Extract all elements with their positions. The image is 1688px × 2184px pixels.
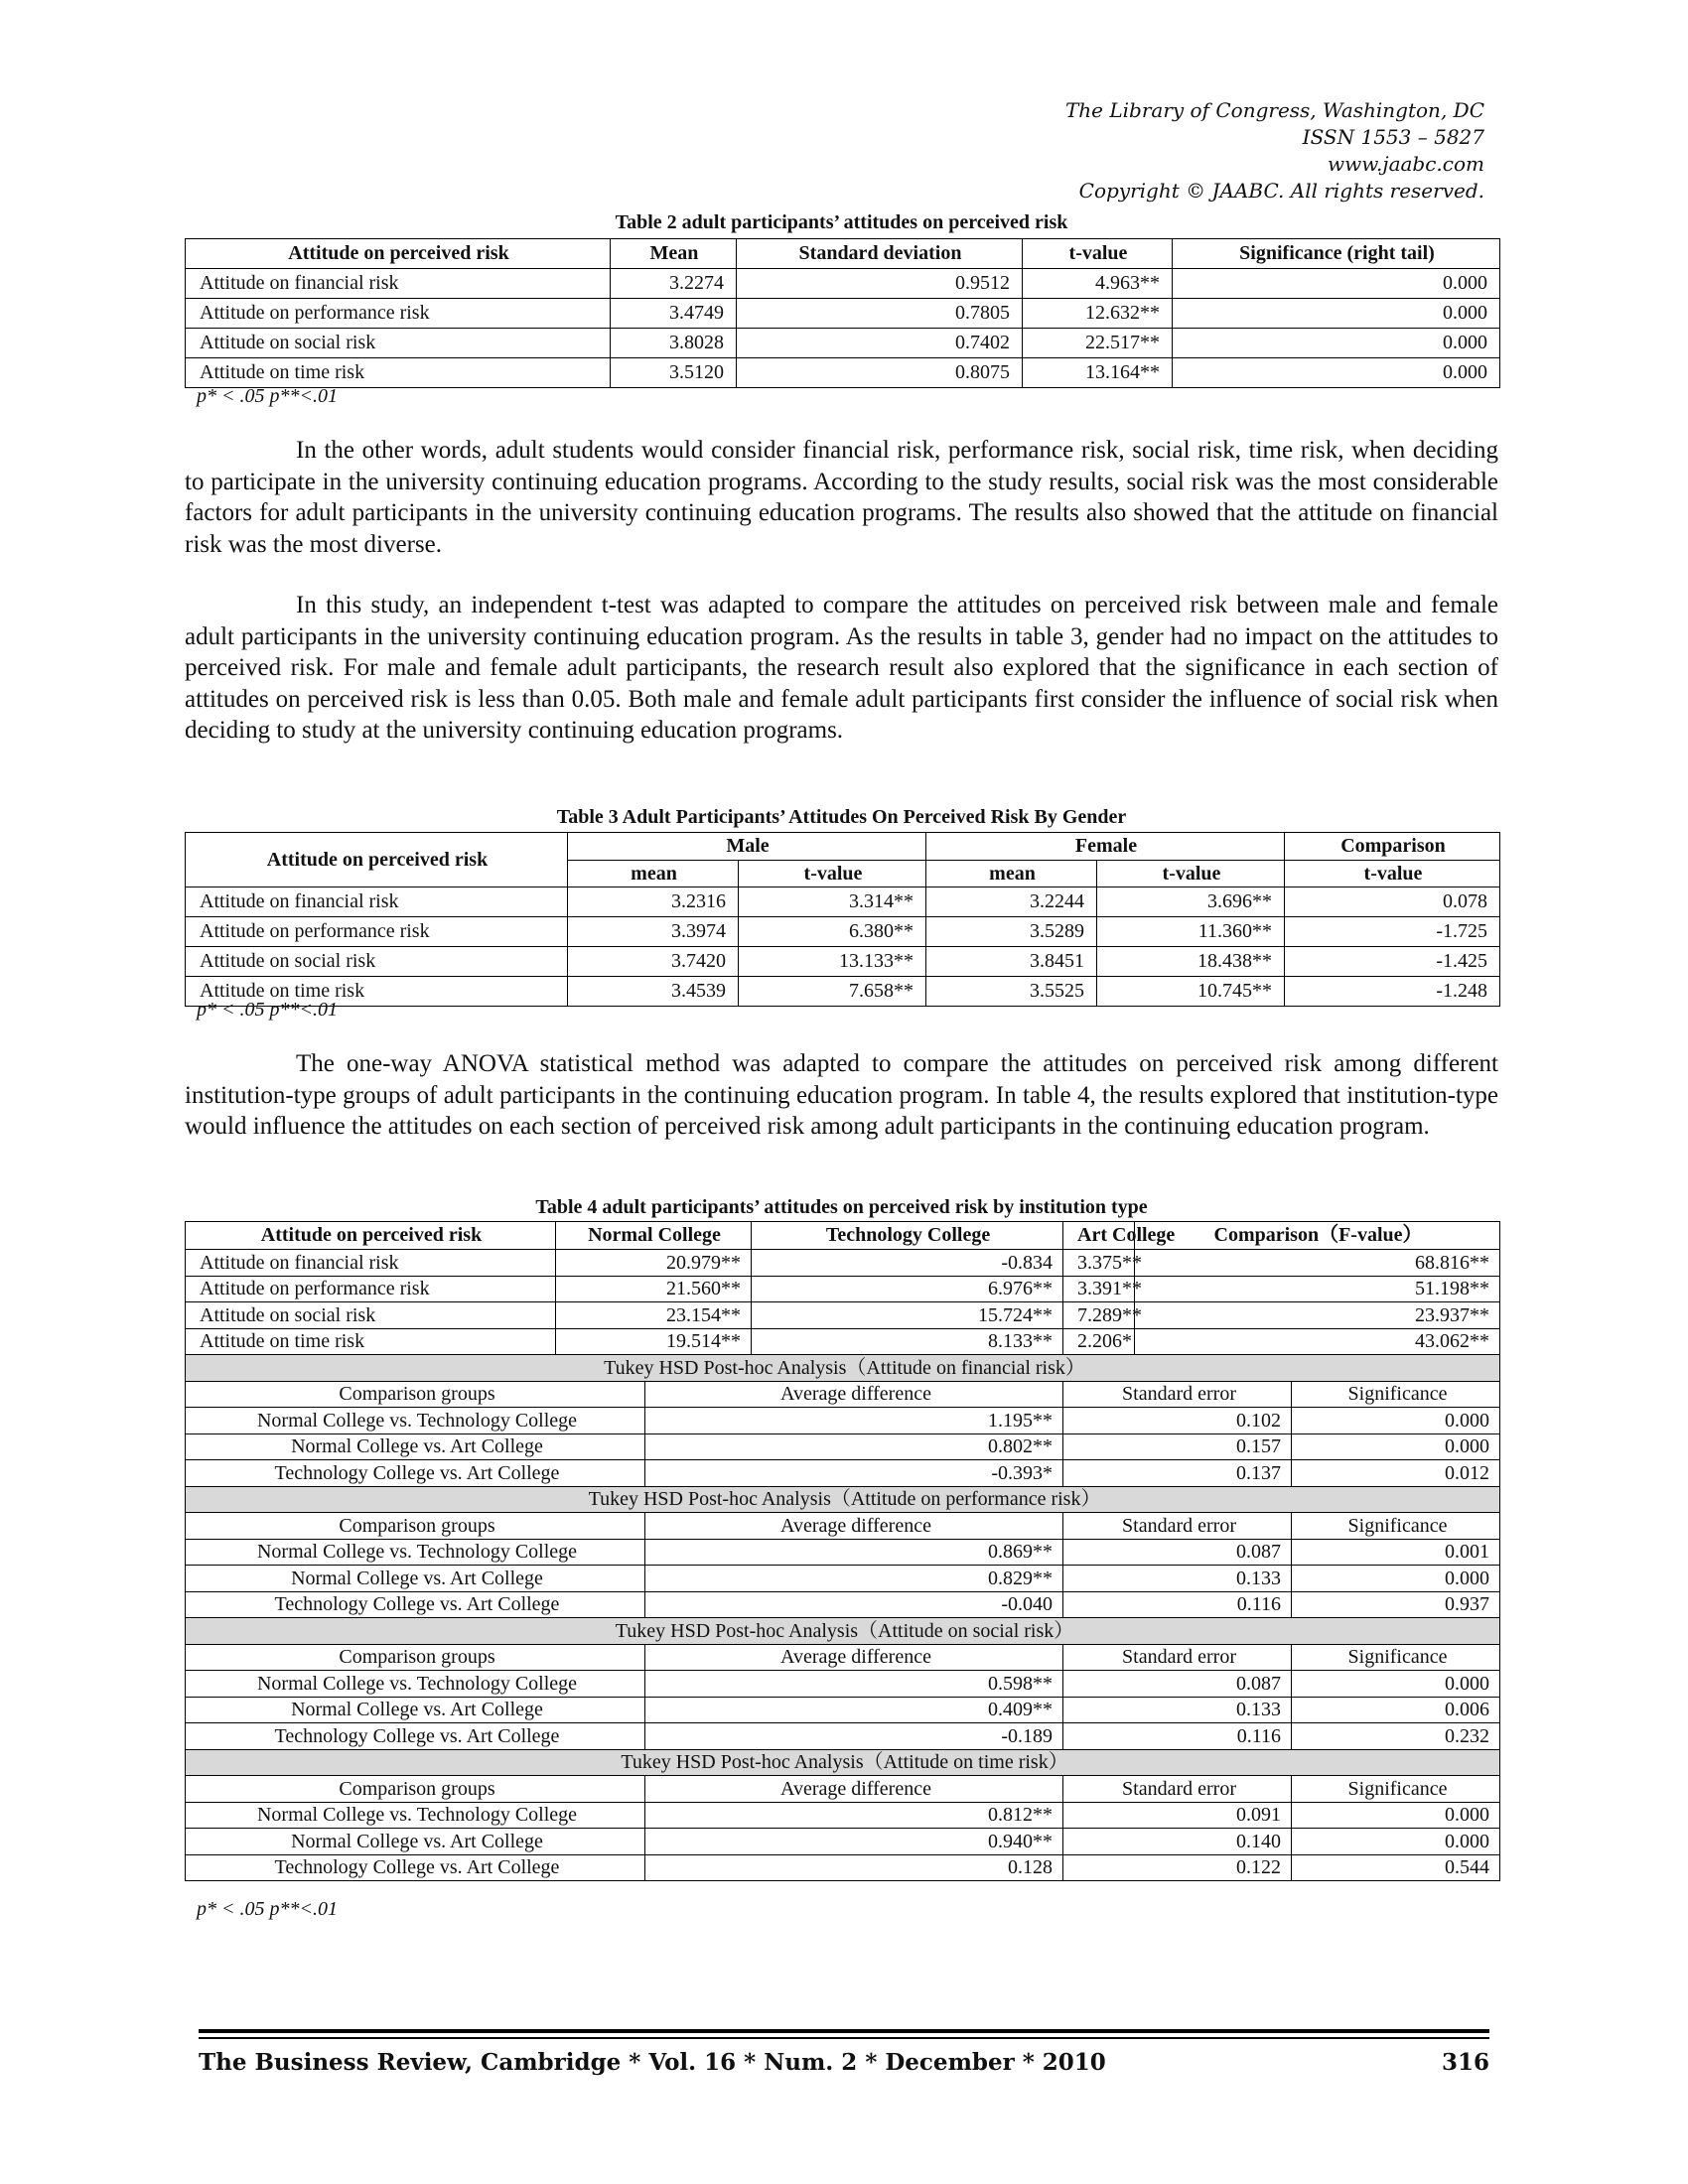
- posthoc-header-cell: Significance: [1292, 1381, 1500, 1408]
- table-cell: 0.000: [1292, 1433, 1500, 1460]
- table-row: [186, 1460, 1500, 1487]
- comparison-group-label: Technology College vs. Art College: [186, 1591, 645, 1618]
- comparison-group-label: Normal College vs. Art College: [186, 1829, 645, 1855]
- table-cell: 3.4539: [568, 977, 739, 1007]
- table4-header-row: [186, 1222, 1500, 1250]
- table-cell: 0.829**: [645, 1566, 1063, 1592]
- row-label: Attitude on social risk: [186, 329, 611, 358]
- table2-caption: Table 2 adult participants’ attitudes on perceived risk: [615, 211, 1068, 233]
- posthoc-header-cell: Comparison groups: [186, 1513, 645, 1540]
- table-cell: 23.937**: [1135, 1302, 1500, 1329]
- table-cell: 6.380**: [739, 917, 926, 947]
- comparison-group-label: Normal College vs. Technology College: [186, 1671, 645, 1698]
- posthoc-header-cell: Average difference: [645, 1644, 1063, 1671]
- table-cell: 4.963**: [1023, 269, 1173, 299]
- table4-header-cell: Normal College: [556, 1222, 752, 1250]
- comparison-group-label: Normal College vs. Technology College: [186, 1802, 645, 1829]
- footer-journal-info: The Business Review, Cambridge * Vol. 16 * Num. 2 * December * 2010: [199, 2049, 1106, 2076]
- table-cell: 0.000: [1292, 1408, 1500, 1434]
- table-row: [186, 1671, 1500, 1698]
- row-label: Attitude on performance risk: [186, 299, 611, 329]
- table3-subheader-male-tvalue: t-value: [739, 860, 926, 887]
- table-cell: 13.164**: [1023, 358, 1173, 388]
- table2-header-cell: Standard deviation: [737, 239, 1023, 269]
- table-row: [186, 1591, 1500, 1618]
- comparison-group-label: Normal College vs. Art College: [186, 1697, 645, 1723]
- table-row: [186, 1433, 1500, 1460]
- table-row: [186, 887, 1500, 917]
- table3-subheader-female-mean: mean: [926, 860, 1097, 887]
- table-cell: 0.001: [1292, 1539, 1500, 1566]
- row-label: Attitude on time risk: [186, 1328, 556, 1355]
- table-cell: 0.133: [1063, 1697, 1292, 1723]
- table-cell: 0.812**: [645, 1802, 1063, 1829]
- posthoc-section-title-row: [186, 1486, 1500, 1513]
- table-row: [186, 1408, 1500, 1434]
- table-cell: 22.517**: [1023, 329, 1173, 358]
- table-cell: 3.8028: [611, 329, 737, 358]
- table3-caption: Table 3 Adult Participants’ Attitudes On Perceived Risk By Gender: [556, 806, 1127, 828]
- comparison-group-label: Technology College vs. Art College: [186, 1854, 645, 1881]
- posthoc-header-cell: Average difference: [645, 1776, 1063, 1803]
- table-cell: 2.206*: [1063, 1328, 1135, 1355]
- table-cell: 0.544: [1292, 1854, 1500, 1881]
- table-cell: 3.314**: [739, 887, 926, 917]
- table3-subheader-comparison-tvalue: t-value: [1285, 860, 1500, 887]
- table-cell: 0.122: [1063, 1854, 1292, 1881]
- table-cell: 0.409**: [645, 1697, 1063, 1723]
- table2-header-cell: t-value: [1023, 239, 1173, 269]
- table-cell: -0.393*: [645, 1460, 1063, 1487]
- table-cell: 3.5525: [926, 977, 1097, 1007]
- posthoc-header-cell: Comparison groups: [186, 1381, 645, 1408]
- table-row: [186, 1854, 1500, 1881]
- table-cell: 0.157: [1063, 1433, 1292, 1460]
- posthoc-header-row: [186, 1381, 1500, 1408]
- row-label: Attitude on social risk: [186, 1302, 556, 1329]
- posthoc-header-cell: Comparison groups: [186, 1776, 645, 1803]
- table-cell: 0.078: [1285, 887, 1500, 917]
- table4-header-cell: Art College: [1063, 1222, 1135, 1250]
- footer-rule-thin: [199, 2037, 1489, 2039]
- table-cell: 21.560**: [556, 1276, 752, 1302]
- posthoc-header-cell: Significance: [1292, 1644, 1500, 1671]
- table-cell: 0.087: [1063, 1671, 1292, 1698]
- posthoc-header-cell: Significance: [1292, 1776, 1500, 1803]
- table-cell: 1.195**: [645, 1408, 1063, 1434]
- table-cell: 3.375**: [1063, 1250, 1135, 1277]
- table3-header-female: Female: [926, 833, 1285, 861]
- posthoc-header-cell: Average difference: [645, 1513, 1063, 1540]
- posthoc-header-row: [186, 1644, 1500, 1671]
- table-cell: 11.360**: [1097, 917, 1285, 947]
- table-cell: 0.116: [1063, 1723, 1292, 1750]
- table3-header-male: Male: [568, 833, 926, 861]
- table2: [185, 238, 1500, 388]
- table-row: [186, 299, 1500, 329]
- page-number: 316: [1441, 2049, 1489, 2076]
- header-line-4: Copyright © JAABC. All rights reserved.: [1078, 179, 1484, 203]
- row-label: Attitude on financial risk: [186, 269, 611, 299]
- table-row: [186, 917, 1500, 947]
- table2-significance-note: p* < .05 p**<.01: [197, 385, 338, 407]
- table4-header-cell: Comparison（F-value）: [1135, 1222, 1500, 1250]
- table-cell: -1.725: [1285, 917, 1500, 947]
- table-cell: 15.724**: [752, 1302, 1063, 1329]
- table-cell: 3.5120: [611, 358, 737, 388]
- table-cell: 7.289**: [1063, 1302, 1135, 1329]
- table-cell: 0.102: [1063, 1408, 1292, 1434]
- table-cell: 0.9512: [737, 269, 1023, 299]
- table-row: [186, 358, 1500, 388]
- posthoc-header-cell: Significance: [1292, 1513, 1500, 1540]
- table4-caption: Table 4 adult participants’ attitudes on perceived risk by institution type: [535, 1196, 1148, 1218]
- posthoc-header-cell: Standard error: [1063, 1776, 1292, 1803]
- row-label: Attitude on performance risk: [186, 1276, 556, 1302]
- posthoc-section-title: Tukey HSD Post-hoc Analysis（Attitude on time risk）: [186, 1749, 1500, 1776]
- table-cell: 0.232: [1292, 1723, 1500, 1750]
- table3-subheader-male-mean: mean: [568, 860, 739, 887]
- table3: [185, 832, 1500, 1007]
- posthoc-section-title: Tukey HSD Post-hoc Analysis（Attitude on financial risk）: [186, 1355, 1500, 1382]
- running-header: [1065, 97, 1484, 205]
- table-cell: 13.133**: [739, 947, 926, 977]
- table-cell: 0.133: [1063, 1566, 1292, 1592]
- table2-header-cell: Mean: [611, 239, 737, 269]
- table-cell: 3.5289: [926, 917, 1097, 947]
- posthoc-header-row: [186, 1513, 1500, 1540]
- table-cell: 0.000: [1292, 1829, 1500, 1855]
- table-cell: 0.8075: [737, 358, 1023, 388]
- table-cell: 51.198**: [1135, 1276, 1500, 1302]
- table-cell: 43.062**: [1135, 1328, 1500, 1355]
- table-cell: 20.979**: [556, 1250, 752, 1277]
- table-cell: 3.8451: [926, 947, 1097, 977]
- table-cell: 0.091: [1063, 1802, 1292, 1829]
- table-cell: -0.834: [752, 1250, 1063, 1277]
- table-row: [186, 1697, 1500, 1723]
- paragraph-2: In this study, an independent t-test was adapted to compare the attitudes on perceived risk between male and female adult participants in the university continuing education program. As the results in table 3, gender had no impact on the attitudes to perceived risk. For male and female adult participants, the research result also explored that the significance in each section of attitudes on perceived risk is less than 0.05. Both male and female adult participants first consider the influence of social risk when deciding to study at the university continuing education programs.: [185, 592, 1498, 744]
- table-cell: 0.598**: [645, 1671, 1063, 1698]
- table-cell: -1.425: [1285, 947, 1500, 977]
- table4-header-cell: Technology College: [752, 1222, 1063, 1250]
- comparison-group-label: Technology College vs. Art College: [186, 1460, 645, 1487]
- footer-rule-thick: [199, 2029, 1489, 2033]
- table-cell: 0.116: [1063, 1591, 1292, 1618]
- table-cell: 0.7402: [737, 329, 1023, 358]
- table-cell: 0.137: [1063, 1460, 1292, 1487]
- table3-header-attitude: Attitude on perceived risk: [186, 833, 568, 887]
- table-cell: 0.937: [1292, 1591, 1500, 1618]
- table-row: [186, 1302, 1500, 1329]
- table2-header-cell: Attitude on perceived risk: [186, 239, 611, 269]
- header-line-3: www.jaabc.com: [1328, 152, 1484, 176]
- comparison-group-label: Normal College vs. Art College: [186, 1566, 645, 1592]
- table-cell: 0.000: [1173, 329, 1500, 358]
- table2-header-cell: Significance (right tail): [1173, 239, 1500, 269]
- table-cell: 3.7420: [568, 947, 739, 977]
- table-cell: 0.802**: [645, 1433, 1063, 1460]
- posthoc-section-title: Tukey HSD Post-hoc Analysis（Attitude on performance risk）: [186, 1486, 1500, 1513]
- table-cell: 7.658**: [739, 977, 926, 1007]
- table-cell: -1.248: [1285, 977, 1500, 1007]
- table-cell: 10.745**: [1097, 977, 1285, 1007]
- table-row: [186, 1539, 1500, 1566]
- table-cell: 0.000: [1173, 299, 1500, 329]
- table4-significance-note: p* < .05 p**<.01: [197, 1898, 338, 1920]
- table-cell: 23.154**: [556, 1302, 752, 1329]
- table-cell: 0.000: [1173, 269, 1500, 299]
- table-row: [186, 329, 1500, 358]
- table-row: [186, 1723, 1500, 1750]
- table-row: [186, 1829, 1500, 1855]
- table-row: [186, 947, 1500, 977]
- table-cell: 3.3974: [568, 917, 739, 947]
- table-cell: 0.7805: [737, 299, 1023, 329]
- table-cell: 0.940**: [645, 1829, 1063, 1855]
- table-row: [186, 1276, 1500, 1302]
- paragraph-3: The one-way ANOVA statistical method was adapted to compare the attitudes on perceived risk among different institution-type groups of adult participants in the continuing education program. In table 4, the results explored that institution-type would influence the attitudes on each section of perceived risk among adult participants in the continuing education program.: [185, 1050, 1498, 1140]
- table-cell: 3.2244: [926, 887, 1097, 917]
- table3-header-comparison: Comparison: [1285, 833, 1500, 861]
- table-cell: 68.816**: [1135, 1250, 1500, 1277]
- table3-subheader-female-tvalue: t-value: [1097, 860, 1285, 887]
- table-cell: 0.000: [1292, 1671, 1500, 1698]
- table-cell: 0.012: [1292, 1460, 1500, 1487]
- posthoc-header-cell: Comparison groups: [186, 1644, 645, 1671]
- table-cell: 8.133**: [752, 1328, 1063, 1355]
- table-cell: 3.391**: [1063, 1276, 1135, 1302]
- table-cell: 19.514**: [556, 1328, 752, 1355]
- table-cell: -0.189: [645, 1723, 1063, 1750]
- comparison-group-label: Technology College vs. Art College: [186, 1723, 645, 1750]
- posthoc-header-cell: Standard error: [1063, 1513, 1292, 1540]
- table-cell: 3.696**: [1097, 887, 1285, 917]
- comparison-group-label: Normal College vs. Technology College: [186, 1408, 645, 1434]
- row-label: Attitude on performance risk: [186, 917, 568, 947]
- table-cell: 3.4749: [611, 299, 737, 329]
- table-cell: 0.006: [1292, 1697, 1500, 1723]
- table-cell: 0.000: [1173, 358, 1500, 388]
- table-row: [186, 269, 1500, 299]
- table-cell: 0.000: [1292, 1566, 1500, 1592]
- table4-header-cell: Attitude on perceived risk: [186, 1222, 556, 1250]
- posthoc-section-title-row: [186, 1618, 1500, 1645]
- posthoc-section-title-row: [186, 1355, 1500, 1382]
- posthoc-header-cell: Average difference: [645, 1381, 1063, 1408]
- row-label: Attitude on financial risk: [186, 1250, 556, 1277]
- table-row: [186, 1566, 1500, 1592]
- row-label: Attitude on financial risk: [186, 887, 568, 917]
- table-cell: 0.087: [1063, 1539, 1292, 1566]
- table3-significance-note: p* < .05 p**<.01: [197, 999, 338, 1021]
- table-cell: 0.869**: [645, 1539, 1063, 1566]
- table-cell: 3.2316: [568, 887, 739, 917]
- header-line-2: ISSN 1553 – 5827: [1302, 125, 1484, 149]
- row-label: Attitude on time risk: [186, 977, 568, 1007]
- table-row: [186, 977, 1500, 1007]
- header-line-1: The Library of Congress, Washington, DC: [1064, 98, 1484, 122]
- table4: [185, 1221, 1500, 1881]
- row-label: Attitude on time risk: [186, 358, 611, 388]
- table-row: [186, 1250, 1500, 1277]
- posthoc-section-title: Tukey HSD Post-hoc Analysis（Attitude on social risk）: [186, 1618, 1500, 1645]
- table-cell: 0.000: [1292, 1802, 1500, 1829]
- table-cell: 3.2274: [611, 269, 737, 299]
- table-cell: 6.976**: [752, 1276, 1063, 1302]
- row-label: Attitude on social risk: [186, 947, 568, 977]
- table-cell: 12.632**: [1023, 299, 1173, 329]
- table-cell: 0.140: [1063, 1829, 1292, 1855]
- posthoc-header-cell: Standard error: [1063, 1644, 1292, 1671]
- table-row: [186, 1328, 1500, 1355]
- table-row: [186, 1802, 1500, 1829]
- table-cell: 0.128: [645, 1854, 1063, 1881]
- table-cell: 18.438**: [1097, 947, 1285, 977]
- posthoc-header-row: [186, 1776, 1500, 1803]
- comparison-group-label: Normal College vs. Technology College: [186, 1539, 645, 1566]
- comparison-group-label: Normal College vs. Art College: [186, 1433, 645, 1460]
- posthoc-header-cell: Standard error: [1063, 1381, 1292, 1408]
- posthoc-section-title-row: [186, 1749, 1500, 1776]
- paragraph-1: In the other words, adult students would consider financial risk, performance risk, social risk, time risk, when deciding to participate in the university continuing education programs. According to the study results, social risk was the most considerable factors for adult participants in the university continuing education programs. The results also showed that the attitude on financial risk was the most diverse.: [185, 437, 1498, 558]
- table-cell: -0.040: [645, 1591, 1063, 1618]
